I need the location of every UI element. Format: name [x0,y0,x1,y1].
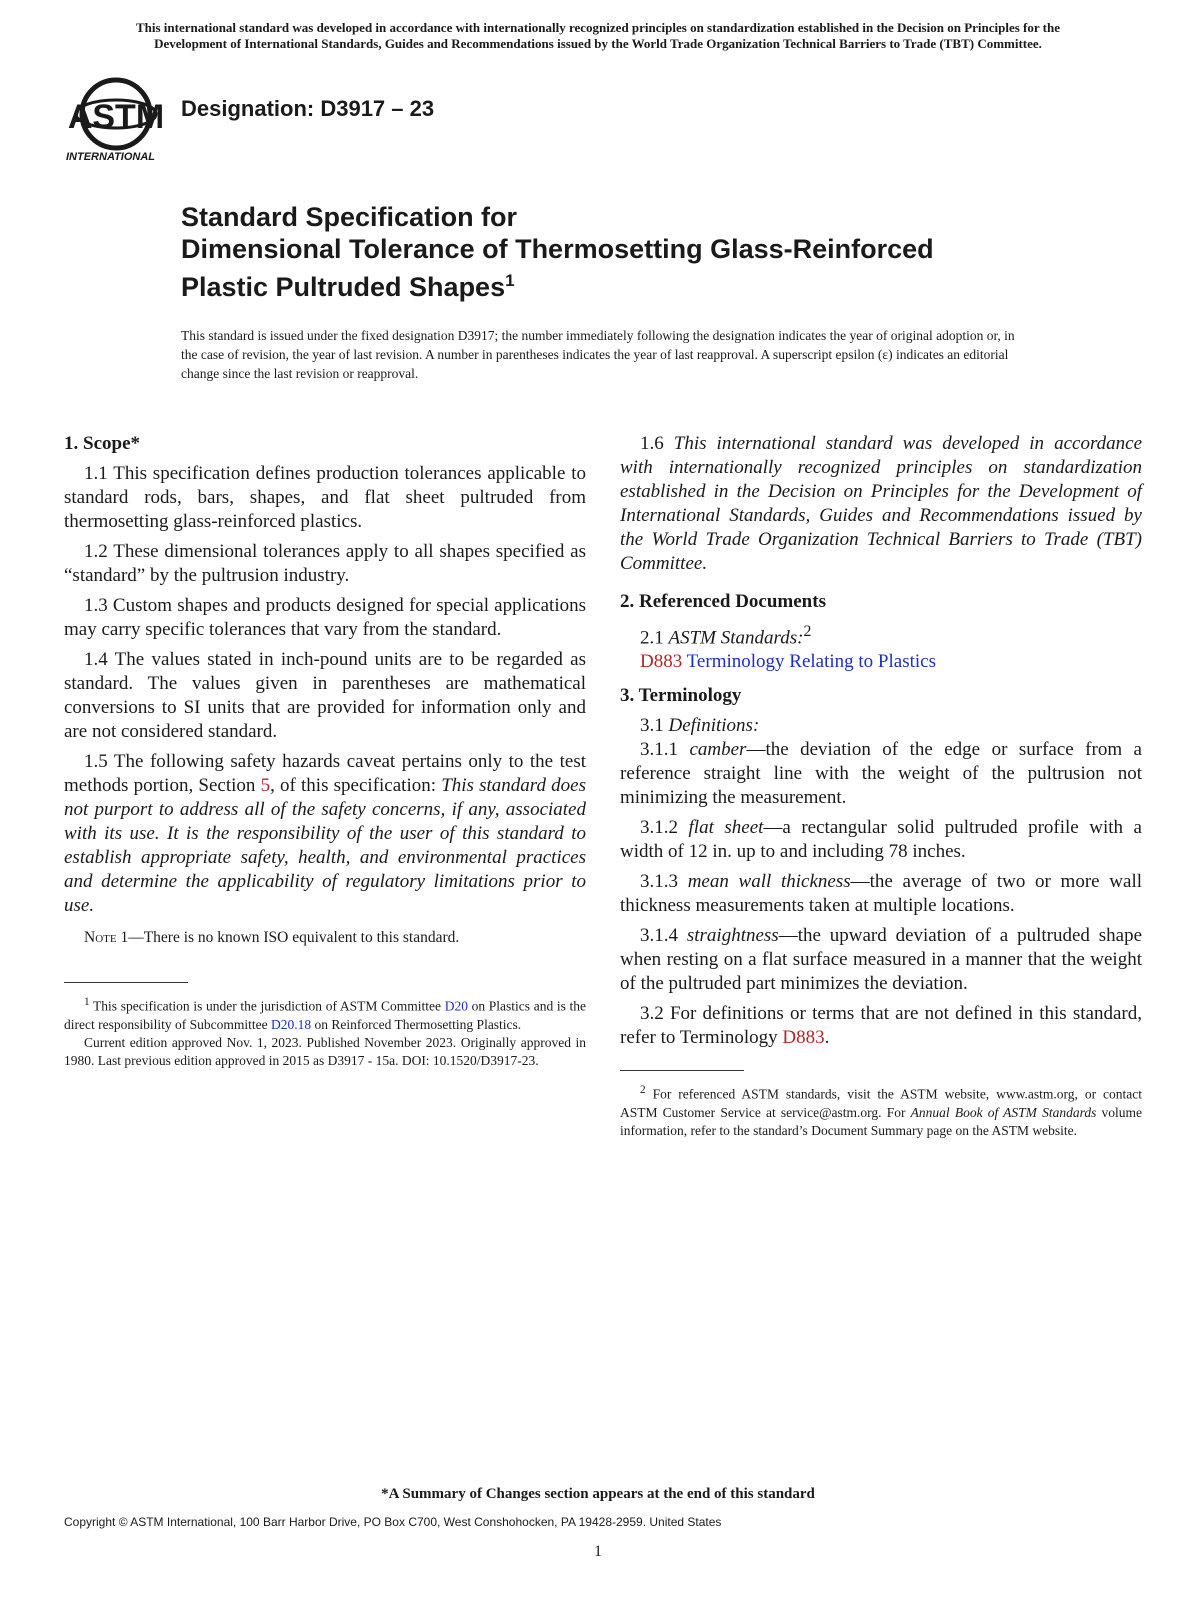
fn1-text-b: on Plastics and is the direct responsibility of Subcommittee [64,998,587,1032]
designation: Designation: D3917 – 23 [181,96,435,121]
safety-caveat: This standard does not purport to address all of the safety concerns, if any, associated with its use. It is the responsibility of the user of this standard to establish appropriate safety, health, and environmental practices and determine the applicability of regulatory limitations prior to use. [64,775,586,916]
right-column [620,432,1142,1140]
footnote-1 [64,993,586,1070]
d4-text: —the upward deviation of a pultruded shape when resting on a flat surface measured in a manner that the weight of the pultruded part minimizes the deviation. [620,925,1142,995]
section-1-heading: 1. Scope* [64,433,140,454]
logo-letters: ASTM [67,98,165,136]
d20-18-link[interactable]: D20.18 [270,1016,312,1032]
definition-camber [620,738,1142,810]
footnote-1-text [64,993,586,1034]
development-notice [62,20,1134,52]
note-label: Note [84,929,117,946]
p1-5-text-b: , of this specification: [270,775,437,796]
fn1-text-c: on Reinforced Thermosetting Plastics. [314,1016,522,1032]
title-line-2: Dimensional Tolerance of Thermosetting Glass-Reinforced [181,234,934,264]
d883-link[interactable]: D883 [782,1027,825,1049]
note-1 [64,928,586,948]
paragraph-2-1 [620,620,1142,650]
section-5-link[interactable]: 5 [260,775,271,796]
d3-number: 3.1.3 [640,871,678,893]
logo-sub: INTERNATIONAL [66,151,156,163]
fn1-text-a: This specification is under the jurisdiction of ASTM Committee [93,998,442,1014]
title-footnote-mark[interactable]: 1 [505,271,515,290]
d4-term: straightness [686,925,779,947]
ref-code[interactable]: D883 [640,651,683,673]
paragraph-3-1 [620,714,1142,738]
p2-1-number: 2.1 [640,627,664,649]
p1-5-text-a: 1.5 The following safety hazards caveat pertains only to the test methods portion, Section [64,751,586,796]
paragraph-1-6 [620,432,1142,576]
p1-6-text: This international standard was developed in accordance with internationally recognized principles on standardization established in the Decision on Principles for the Development of International Standards, Guides and Recommendations issued by the World Trade Organization Technical Barriers to Trade (TBT) Committee. [620,433,1143,574]
paragraph-1-3: 1.3 Custom shapes and products designed for special applications may carry specific tolerances that vary from the standard. [64,595,586,640]
p3-1-text: Definitions: [668,715,760,737]
paragraph-1-4: 1.4 The values stated in inch-pound units are to be regarded as standard. The values given in parentheses are mathematical conversions to SI units that are provided for information only and are not considered standard. [64,649,586,742]
footnote-divider-right [620,1070,744,1071]
fn2-text-a: For referenced ASTM standards, visit the ASTM website, www.astm.org, or contact ASTM Customer Service at service@astm.org. For [620,1086,1142,1120]
d20-link[interactable]: D20 [444,998,468,1014]
definition-mean-wall-thickness [620,870,1142,918]
d3-term: mean wall thickness [687,871,851,893]
p1-6-number: 1.6 [640,433,664,454]
d1-number: 3.1.1 [640,739,678,761]
issuance-note: This standard is issued under the fixed designation D3917; the number immediately following the designation indicates the year of original adoption or, in the case of revision, the year of last revision. A number in parentheses indicates the year of last reapproval. A superscript epsilon (ε) indicates an editorial change since the last revision or reapproval. [181,328,1015,381]
paragraph-1-1: 1.1 This specification defines production tolerances applicable to standard rods, bars, shapes, and flat sheet pultruded from thermosetting glass-reinforced plastics. [64,463,586,532]
fn2-italic: Annual Book of ASTM Standards [910,1104,1097,1120]
page-number: 1 [594,1543,602,1560]
notice-line-1: This international standard was developed in accordance with internationally recognized principles on standardization established in the Decision on Principles for the [135,20,1060,35]
footnote-2 [620,1081,1142,1140]
p3-2-text: 3.2 For definitions or terms that are not defined in this standard, refer to Terminology [620,1003,1142,1049]
copyright: Copyright © ASTM International, 100 Barr Harbor Drive, PO Box C700, West Conshohocken, PA 19428-2959. United States [64,1515,722,1529]
astm-logo [64,70,172,166]
fn2-text-b: volume information, refer to the standard’s Document Summary page on the ASTM website. [620,1104,1143,1138]
d2-term: flat sheet [688,817,764,839]
p3-2-end: . [824,1027,830,1049]
notice-line-2: Development of International Standards, Guides and Recommendations issued by the World Trade Organization Technical Barriers to Trade (TBT) Committee. [154,36,1042,51]
section-2-heading: 2. Referenced Documents [620,591,826,612]
d1-term: camber [689,739,747,761]
footnote-1-mark: 1 [84,996,90,1008]
referenced-document-d883[interactable] [620,650,1142,674]
d4-number: 3.1.4 [640,925,678,947]
footnote-2-mark: 2 [640,1084,646,1097]
section-3-heading: 3. Terminology [620,685,742,707]
paragraph-3-2 [620,1002,1142,1050]
definition-flat-sheet [620,816,1142,864]
note-text: 1—There is no known ISO equivalent to this standard. [120,929,460,946]
title-line-1: Standard Specification for [181,202,518,232]
paragraph-1-2: 1.2 These dimensional tolerances apply to all shapes specified as “standard” by the pultrusion industry. [64,541,586,586]
summary-of-changes-note: *A Summary of Changes section appears at the end of this standard [381,1486,815,1502]
title-line-3-text: Plastic Pultruded Shapes [181,272,506,302]
footnote-1-edition: Current edition approved Nov. 1, 2023. Published November 2023. Originally approved in 1980. Last previous edition approved in 2015 as D3917 - 15a. DOI: 10.1520/D3917-23. [64,1034,586,1068]
p2-1-footnote-mark: 2 [803,623,812,640]
ref-title[interactable]: Terminology Relating to Plastics [686,651,936,673]
footnote-divider-left [64,982,188,983]
title-line-3 [181,265,1081,303]
d3-text: —the average of two or more wall thickness measurements taken at multiple locations. [620,871,1143,917]
footnote-2-text [620,1081,1142,1140]
page-title [181,201,1081,303]
d1-text: —the deviation of the edge or surface from a reference straight line with the weight of the pultrusion not minimizing the measurement. [620,739,1142,809]
paragraph-1-5 [64,750,586,918]
d2-number: 3.1.2 [640,817,678,839]
d2-text: —a rectangular solid pultruded profile with a width of 12 in. up to and including 78 inches. [620,817,1142,863]
definition-straightness [620,924,1142,996]
left-column [64,432,586,1070]
p3-1-number: 3.1 [640,715,664,737]
astm-logo-graphic [64,70,172,166]
p2-1-text: ASTM Standards: [668,627,804,649]
